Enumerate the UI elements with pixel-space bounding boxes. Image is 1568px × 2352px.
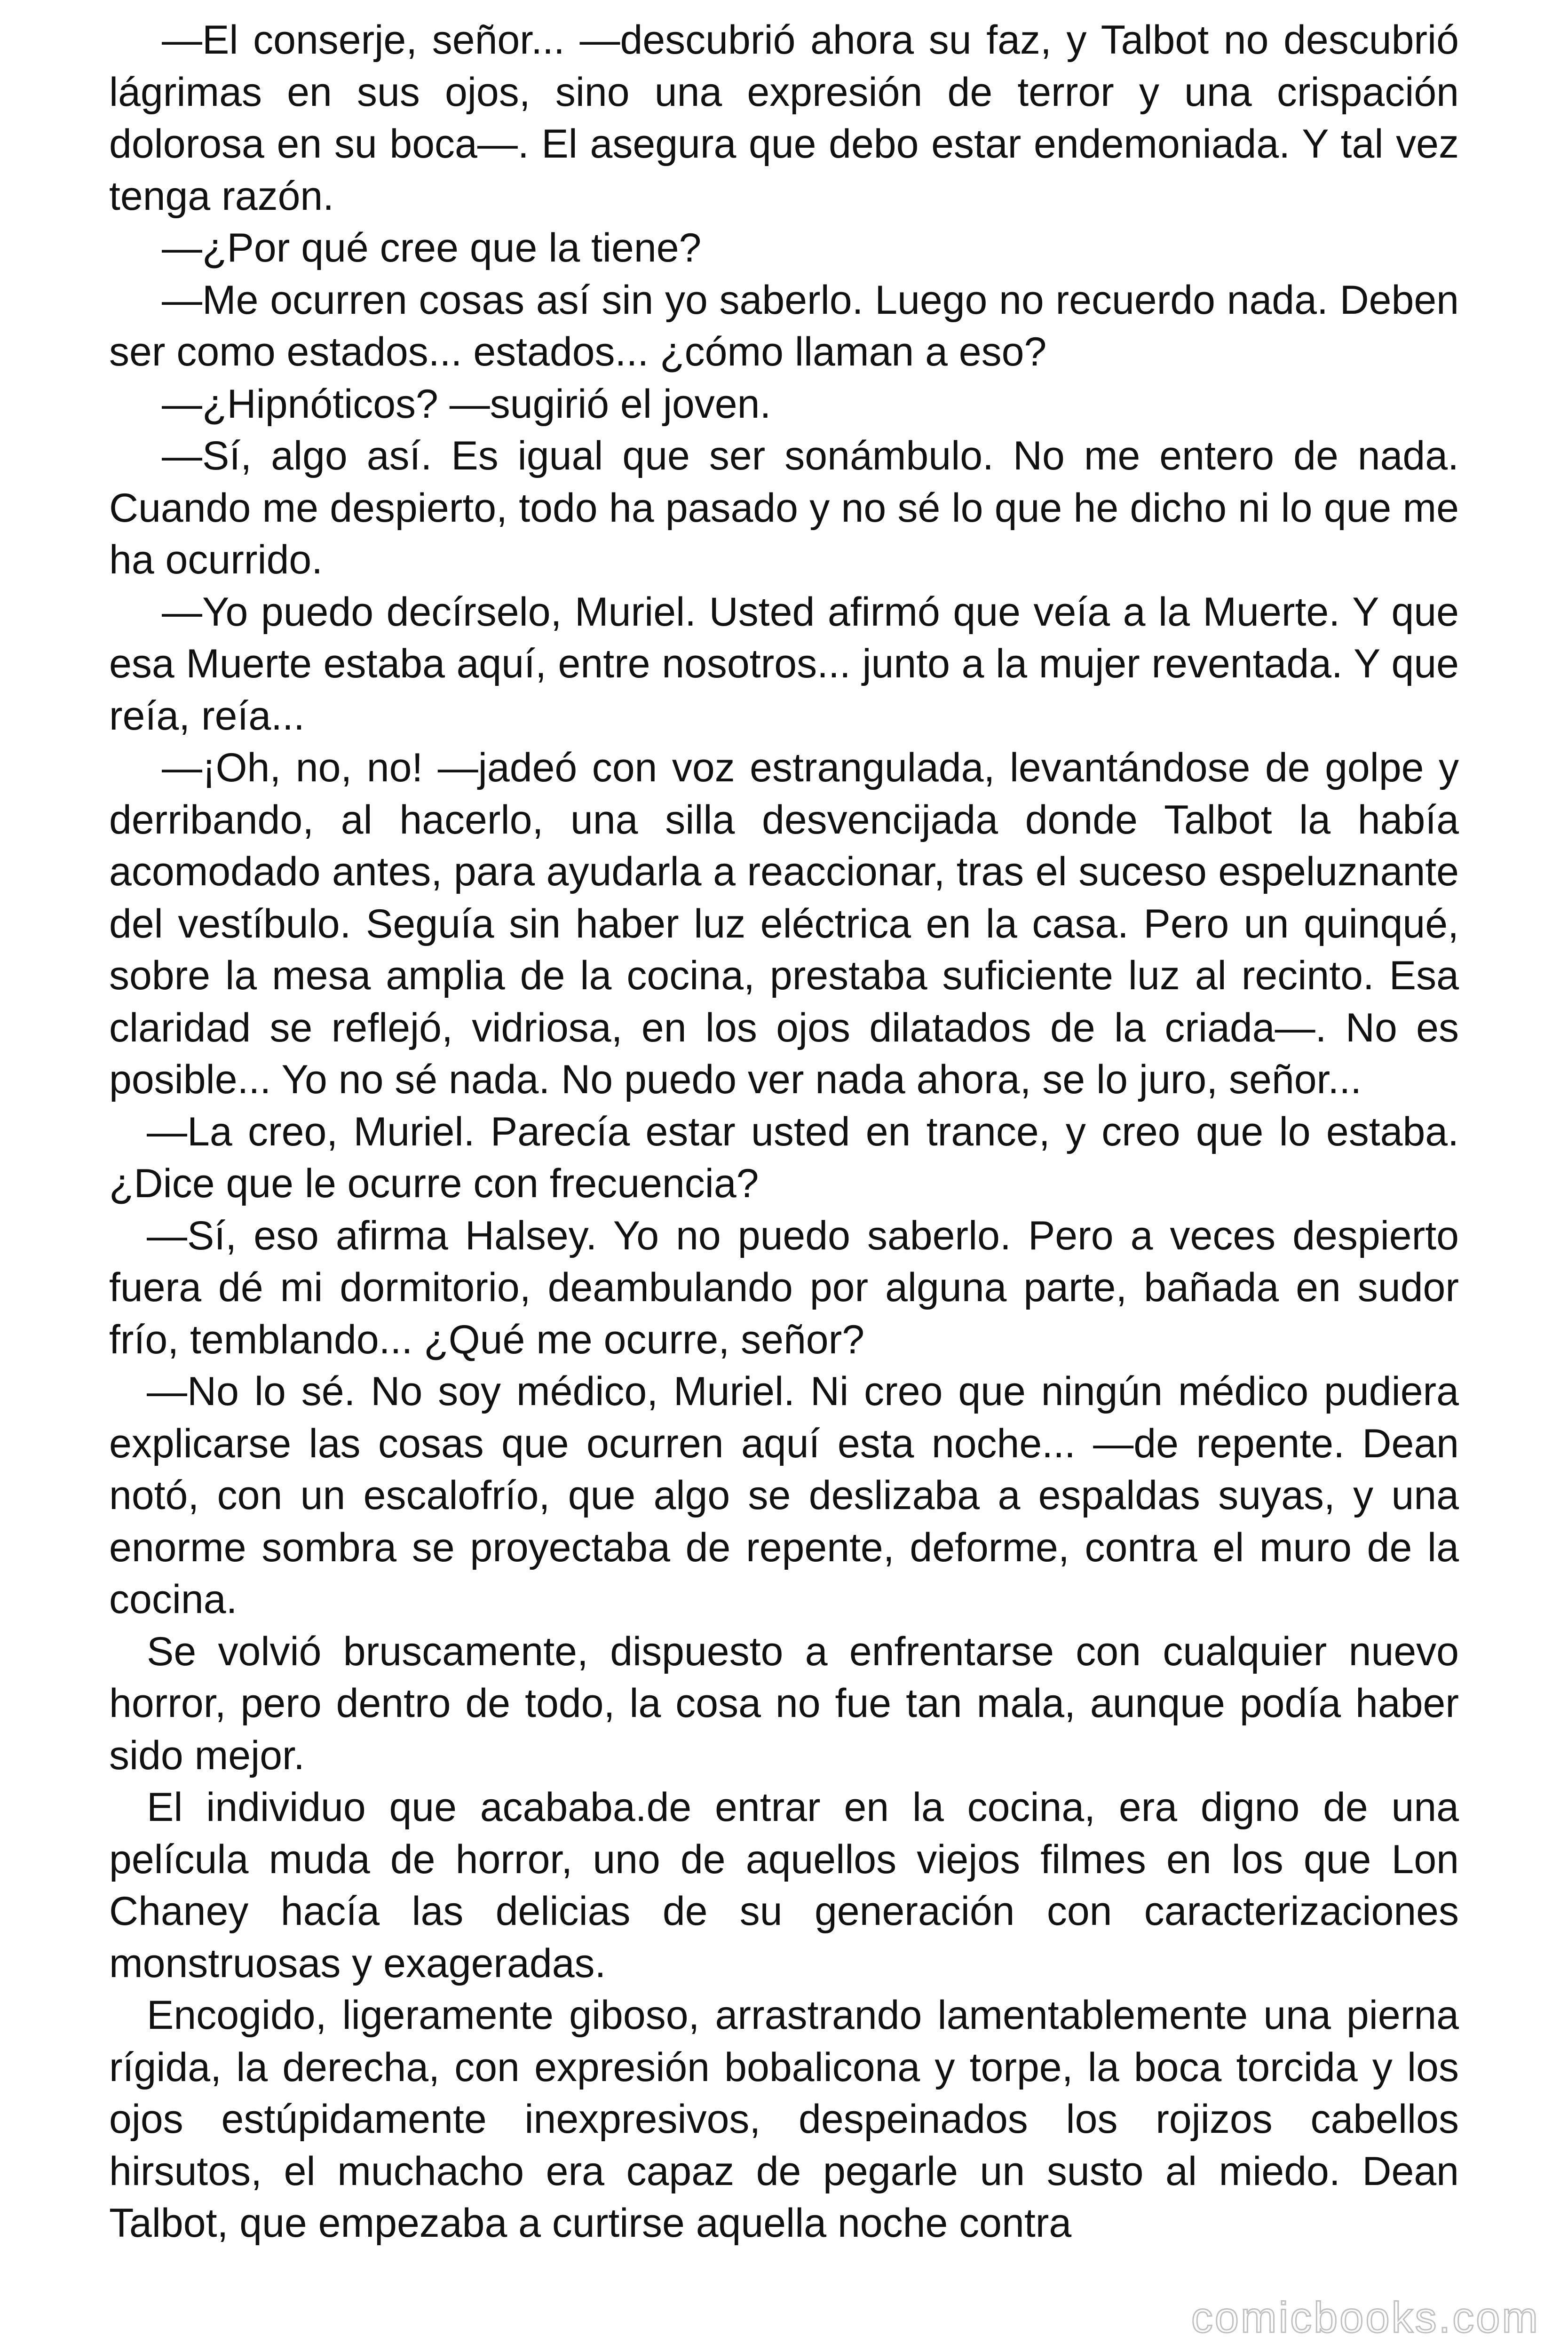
paragraph: —¡Oh, no, no! —jadeó con voz estrangulada, levantándose de golpe y derribando, al hacerlo, una silla desvencijada donde Talbot la había acomodado antes, para ayudarla a reaccionar, tras el suceso espeluznante del vestíbulo. Seguía sin haber luz eléctrica en la casa. Pero un quinqué, sobre la mesa amplia de la cocina, prestaba suficiente luz al recinto. Esa claridad se reflejó, vidriosa, en los ojos dilatados de la criada—. No es posible... Yo no sé nada. No puedo ver nada ahora, se lo juro, señor... <box>109 745 1459 1102</box>
paragraph: —¿Hipnóticos? —sugirió el joven. <box>162 381 771 427</box>
watermark-text: comicbooks.com <box>1191 2294 1540 2342</box>
paragraph: —No lo sé. No soy médico, Muriel. Ni creo que ningún médico pudiera explicarse las cosas que ocurren aquí esta noche... —de repente. Dean notó, con un escalofrío, que algo se deslizaba a espaldas suyas, y una enorme sombra se proyectaba de repente, deforme, contra el muro de la cocina. <box>109 1369 1459 1622</box>
paragraph: —Yo puedo decírselo, Muriel. Usted afirmó que veía a la Muerte. Y que esa Muerte estaba aquí, entre nosotros... junto a la mujer reventada. Y que reía, reía... <box>109 589 1459 739</box>
paragraph: El individuo que acababa.de entrar en la cocina, era digno de una película muda de horror, uno de aquellos viejos filmes en los que Lon Chaney hacía las delicias de su generación con caracterizaciones monstruosas y exageradas. <box>109 1785 1459 1986</box>
paragraph: —El conserje, señor... —descubrió ahora su faz, y Talbot no descubrió lágrimas en sus ojos, sino una expresión de terror y una crispación dolorosa en su boca—. El asegura que debo estar endemoniada. Y tal vez tenga razón. <box>109 17 1459 219</box>
paragraph: Encogido, ligeramente giboso, arrastrando lamentablemente una pierna rígida, la derecha, con expresión bobalicona y torpe, la boca torcida y los ojos estúpidamente inexpresivos, despeinados los rojizos cabellos hirsutos, el muchacho era capaz de pegarle un susto al miedo. Dean Talbot, que empezaba a curtirse aquella noche contra <box>109 1993 1459 2246</box>
paragraph: —Me ocurren cosas así sin yo saberlo. Luego no recuerdo nada. Deben ser como estados... estados... ¿cómo llaman a eso? <box>109 277 1459 374</box>
body-text <box>109 14 1459 2249</box>
paragraph: —La creo, Muriel. Parecía estar usted en trance, y creo que lo estaba. ¿Dice que le ocurre con frecuencia? <box>109 1109 1459 1206</box>
paragraph: Se volvió bruscamente, dispuesto a enfrentarse con cualquier nuevo horror, pero dentro de todo, la cosa no fue tan mala, aunque podía haber sido mejor. <box>109 1629 1459 1778</box>
paragraph: —Sí, algo así. Es igual que ser sonámbulo. No me entero de nada. Cuando me despierto, todo ha pasado y no sé lo que he dicho ni lo que me ha ocurrido. <box>109 433 1459 582</box>
paragraph: —¿Por qué cree que la tiene? <box>162 225 702 270</box>
paragraph: —Sí, eso afirma Halsey. Yo no puedo saberlo. Pero a veces despierto fuera dé mi dormitorio, deambulando por alguna parte, bañada en sudor frío, temblando... ¿Qué me ocurre, señor? <box>109 1213 1459 1362</box>
